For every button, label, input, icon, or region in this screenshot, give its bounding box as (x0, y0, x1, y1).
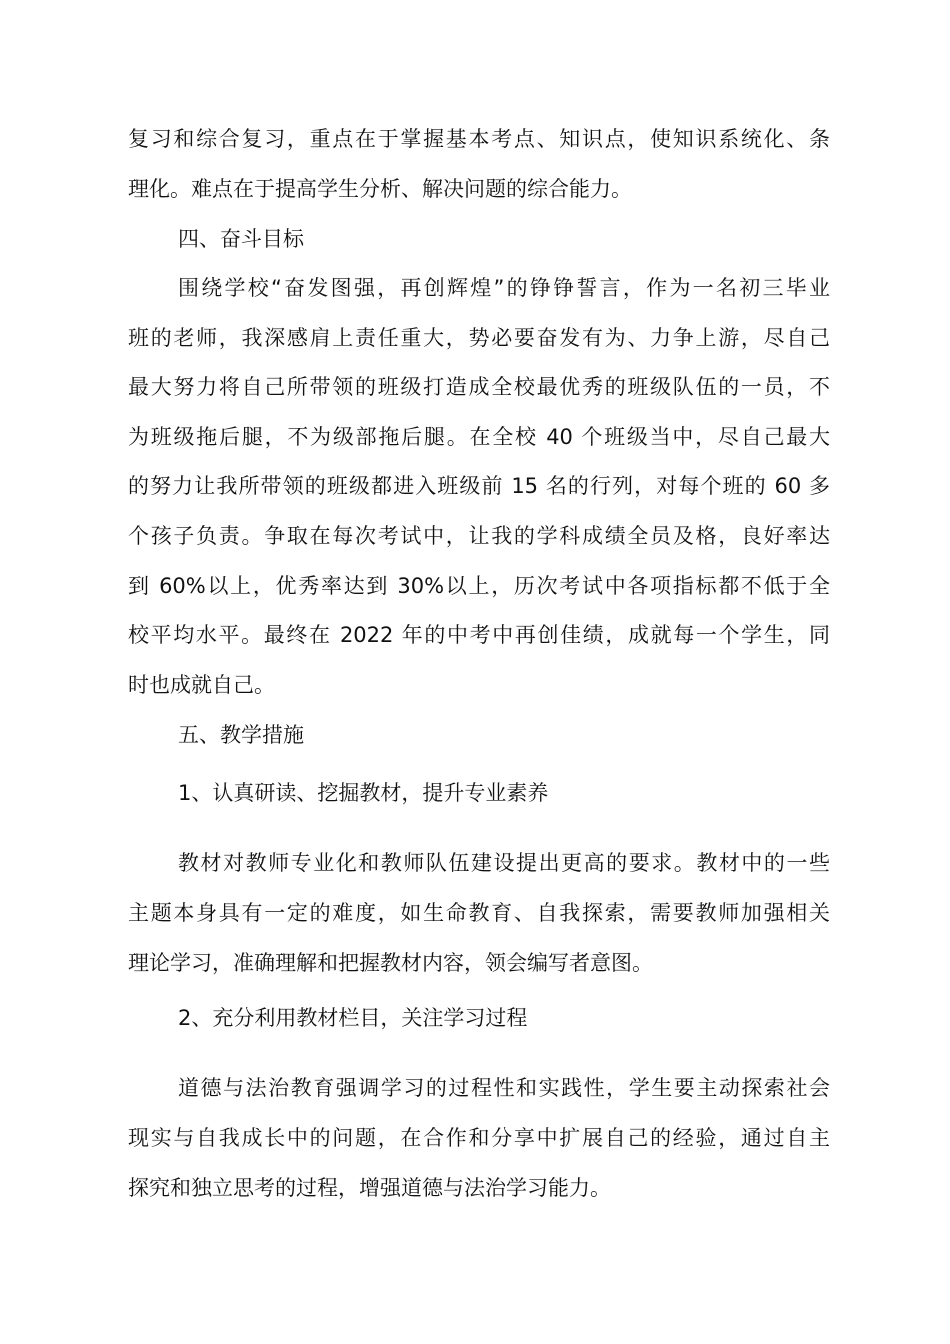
subsection-heading: 1、认真研读、挖掘教材，提升专业素养 (178, 781, 549, 805)
text-line: 到 60%以上，优秀率达到 30%以上，历次考试中各项指标都不低于全 (128, 574, 830, 598)
text-line: 班的老师，我深感肩上责任重大，势必要奋发有为、力争上游，尽自己 (128, 326, 830, 350)
text-line: 的努力让我所带领的班级都进入班级前 15 名的行列，对每个班的 60 多 (128, 474, 830, 498)
text-line: 理论学习，准确理解和把握教材内容，领会编写者意图。 (128, 951, 653, 975)
text-line: 教材对教师专业化和教师队伍建设提出更高的要求。教材中的一些 (178, 851, 830, 875)
text-line: 最大努力将自己所带领的班级打造成全校最优秀的班级队伍的一员，不 (128, 375, 830, 399)
text-line: 复习和综合复习，重点在于掌握基本考点、知识点，使知识系统化、条 (128, 127, 830, 151)
text-line: 围绕学校“奋发图强，再创辉煌”的铮铮誓言，作为一名初三毕业 (178, 276, 830, 300)
text-line: 主题本身具有一定的难度，如生命教育、自我探索，需要教师加强相关 (128, 901, 830, 925)
section-heading: 四、奋斗目标 (178, 227, 304, 251)
text-line: 道德与法治教育强调学习的过程性和实践性，学生要主动探索社会 (178, 1076, 830, 1100)
text-line: 探究和独立思考的过程，增强道德与法治学习能力。 (128, 1176, 611, 1200)
text-line: 为班级拖后腿，不为级部拖后腿。在全校 40 个班级当中，尽自己最大 (128, 425, 830, 449)
text-line: 理化。难点在于提高学生分析、解决问题的综合能力。 (128, 177, 632, 201)
section-heading: 五、教学措施 (178, 723, 304, 747)
subsection-heading: 2、充分利用教材栏目，关注学习过程 (178, 1006, 528, 1030)
text-line: 时也成就自己。 (128, 673, 275, 697)
text-line: 个孩子负责。争取在每次考试中，让我的学科成绩全员及格，良好率达 (128, 524, 830, 548)
text-line: 现实与自我成长中的问题，在合作和分享中扩展自己的经验，通过自主 (128, 1126, 830, 1150)
text-line: 校平均水平。最终在 2022 年的中考中再创佳绩，成就每一个学生，同 (128, 623, 830, 647)
